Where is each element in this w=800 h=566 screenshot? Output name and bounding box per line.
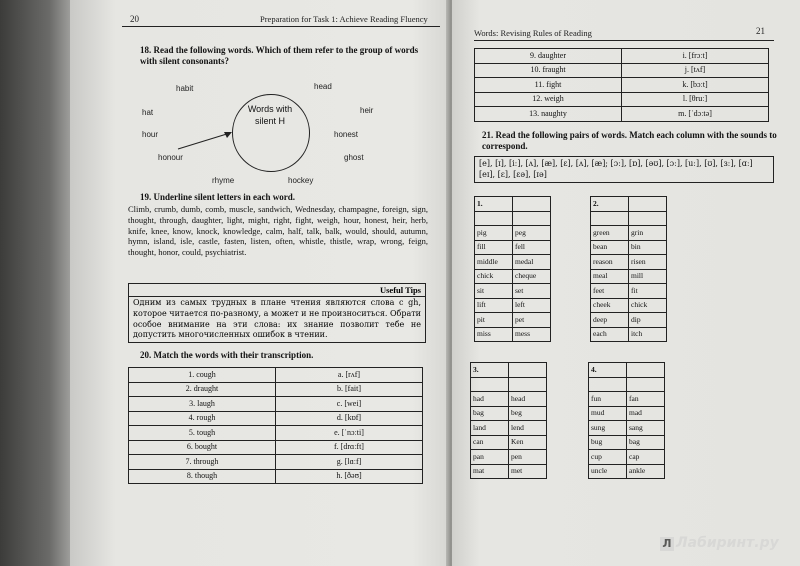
sounds-box: [e], [ɪ], [iː], [ʌ], [æ], [ε], [ʌ], [æ]; [ɔː], [ɒ], [əʊ], [ɔː], [uː], [ʊ], [ɜː], [ɑː] [eɪ], [ε], [εə], [ɪə] bbox=[474, 156, 774, 183]
pair-word: mill bbox=[629, 269, 667, 284]
empty-cell bbox=[509, 363, 547, 378]
pair-word: mad bbox=[627, 406, 665, 421]
pair-word: lift bbox=[475, 298, 513, 313]
word-hat: hat bbox=[142, 108, 154, 117]
pair-word: sit bbox=[475, 284, 513, 299]
empty-cell bbox=[475, 211, 513, 226]
pair-word: sang bbox=[627, 421, 665, 436]
pair-word: mud bbox=[589, 406, 627, 421]
word-habit: habit bbox=[176, 84, 194, 93]
table-row bbox=[589, 421, 665, 436]
header-rule bbox=[474, 40, 774, 41]
word-cell: 3. laugh bbox=[129, 397, 276, 412]
table-row bbox=[471, 450, 547, 465]
pair-table-2 bbox=[590, 196, 667, 342]
page-number: 21 bbox=[756, 26, 765, 36]
pair-word: each bbox=[591, 327, 629, 342]
transcription-cell: c. [wei] bbox=[276, 397, 423, 412]
page-number: 20 bbox=[130, 14, 139, 24]
word-cell: 6. bought bbox=[129, 440, 276, 455]
word-ghost: ghost bbox=[344, 153, 364, 162]
transcription-cell: m. [ˈdɔːtə] bbox=[622, 107, 769, 122]
transcription-cell: k. [bɔːt] bbox=[622, 78, 769, 93]
task18-title: 18. Read the following words. Which of them refer to the group of words with silent consonants? bbox=[140, 45, 419, 66]
pair-table-3 bbox=[470, 362, 547, 479]
group-label: 3. bbox=[471, 363, 509, 378]
table-row bbox=[129, 368, 423, 383]
word-cell: 13. naughty bbox=[475, 107, 622, 122]
pair-word: bin bbox=[629, 240, 667, 255]
word-cell: 7. through bbox=[129, 455, 276, 470]
transcription-cell: g. [lɑːf] bbox=[276, 455, 423, 470]
word-cell: 8. though bbox=[129, 469, 276, 484]
table-row bbox=[471, 406, 547, 421]
table-row bbox=[475, 240, 551, 255]
word-head: head bbox=[314, 82, 332, 91]
watermark-text: Лабиринт.ру bbox=[676, 535, 779, 551]
table-row bbox=[475, 226, 551, 241]
empty-cell bbox=[513, 211, 551, 226]
table-row bbox=[471, 377, 547, 392]
task20-table bbox=[128, 367, 423, 484]
table-row bbox=[471, 435, 547, 450]
pair-word: cup bbox=[589, 450, 627, 465]
left-page bbox=[70, 0, 450, 566]
table-row bbox=[589, 377, 665, 392]
table-row bbox=[475, 313, 551, 328]
pair-word: pit bbox=[475, 313, 513, 328]
table-row bbox=[129, 397, 423, 412]
pair-word: pen bbox=[509, 450, 547, 465]
table-row bbox=[471, 421, 547, 436]
transcription-cell: j. [tʌf] bbox=[622, 63, 769, 78]
pair-word: left bbox=[513, 298, 551, 313]
word-cell: 9. daughter bbox=[475, 49, 622, 64]
empty-cell bbox=[591, 211, 629, 226]
pair-word: ankle bbox=[627, 464, 665, 479]
table-row bbox=[591, 240, 667, 255]
table-row bbox=[129, 426, 423, 441]
pair-word: fan bbox=[627, 392, 665, 407]
word-cell: 10. fraught bbox=[475, 63, 622, 78]
table-row bbox=[475, 92, 769, 107]
empty-cell bbox=[513, 197, 551, 212]
pair-word: fill bbox=[475, 240, 513, 255]
pair-word: mat bbox=[471, 464, 509, 479]
table-row bbox=[589, 450, 665, 465]
pair-word: fell bbox=[513, 240, 551, 255]
pair-word: can bbox=[471, 435, 509, 450]
pair-word: deep bbox=[591, 313, 629, 328]
table-row bbox=[591, 226, 667, 241]
table-row bbox=[129, 455, 423, 470]
task20-title: 20. Match the words with their transcription. bbox=[140, 350, 314, 360]
empty-cell bbox=[627, 363, 665, 378]
transcription-cell: b. [fait] bbox=[276, 382, 423, 397]
task21-title: 21. Read the following pairs of words. Match each column with the sounds to correspond. bbox=[482, 130, 777, 151]
pair-word: fit bbox=[629, 284, 667, 299]
empty-cell bbox=[627, 377, 665, 392]
pair-word: land bbox=[471, 421, 509, 436]
table-row bbox=[475, 269, 551, 284]
table-row bbox=[589, 435, 665, 450]
word-cell: 5. tough bbox=[129, 426, 276, 441]
table-row bbox=[475, 197, 551, 212]
pair-word: cheek bbox=[591, 298, 629, 313]
table-row bbox=[129, 440, 423, 455]
empty-cell bbox=[471, 377, 509, 392]
pair-word: itch bbox=[629, 327, 667, 342]
pair-word: cheque bbox=[513, 269, 551, 284]
running-head: Words: Revising Rules of Reading bbox=[474, 28, 592, 38]
word-rhyme: rhyme bbox=[212, 176, 235, 185]
transcription-cell: a. [rʌf] bbox=[276, 368, 423, 383]
table-row bbox=[475, 284, 551, 299]
pair-word: uncle bbox=[589, 464, 627, 479]
word-heir: heir bbox=[360, 106, 374, 115]
table-row bbox=[129, 382, 423, 397]
watermark-logo bbox=[660, 535, 779, 551]
table-row bbox=[591, 284, 667, 299]
pair-word: beg bbox=[509, 406, 547, 421]
table-row bbox=[471, 392, 547, 407]
word-honour: honour bbox=[158, 153, 183, 162]
pair-word: pet bbox=[513, 313, 551, 328]
word-honest: honest bbox=[334, 130, 359, 139]
pair-word: risen bbox=[629, 255, 667, 270]
empty-cell bbox=[629, 211, 667, 226]
word-hour: hour bbox=[142, 130, 159, 139]
task20-table-continued bbox=[474, 48, 769, 122]
pair-word: reason bbox=[591, 255, 629, 270]
table-row bbox=[129, 411, 423, 426]
table-row bbox=[475, 78, 769, 93]
table-row bbox=[591, 298, 667, 313]
transcription-cell: i. [frɔːt] bbox=[622, 49, 769, 64]
table-row bbox=[591, 211, 667, 226]
circle-label: Words with silent H bbox=[247, 104, 293, 126]
word-cell: 1. cough bbox=[129, 368, 276, 383]
table-row bbox=[475, 298, 551, 313]
pair-word: dip bbox=[629, 313, 667, 328]
transcription-cell: e. [ˈnɔːti] bbox=[276, 426, 423, 441]
useful-tips-box bbox=[128, 283, 426, 343]
pair-word: peg bbox=[513, 226, 551, 241]
word-cell: 4. rough bbox=[129, 411, 276, 426]
table-row bbox=[475, 255, 551, 270]
right-page bbox=[452, 0, 800, 566]
pair-table-1 bbox=[474, 196, 551, 342]
pair-word: mess bbox=[513, 327, 551, 342]
pair-word: medal bbox=[513, 255, 551, 270]
table-row bbox=[591, 313, 667, 328]
pair-word: feet bbox=[591, 284, 629, 299]
table-row bbox=[471, 464, 547, 479]
empty-cell bbox=[589, 377, 627, 392]
transcription-cell: f. [drɑːft] bbox=[276, 440, 423, 455]
transcription-cell: l. [θruː] bbox=[622, 92, 769, 107]
table-row bbox=[475, 49, 769, 64]
header-rule bbox=[122, 26, 440, 27]
table-row bbox=[129, 469, 423, 484]
word-cell: 2. draught bbox=[129, 382, 276, 397]
pair-word: cap bbox=[627, 450, 665, 465]
running-head: Preparation for Task 1: Achieve Reading Fluency bbox=[260, 14, 428, 24]
pair-word: set bbox=[513, 284, 551, 299]
pair-word: Ken bbox=[509, 435, 547, 450]
pair-word: meal bbox=[591, 269, 629, 284]
table-row bbox=[475, 63, 769, 78]
pair-word: green bbox=[591, 226, 629, 241]
table-row bbox=[591, 255, 667, 270]
pair-word: grin bbox=[629, 226, 667, 241]
task19-title: 19. Underline silent letters in each word. bbox=[140, 192, 295, 202]
table-row bbox=[475, 107, 769, 122]
group-label: 2. bbox=[591, 197, 629, 212]
pair-table-4 bbox=[588, 362, 665, 479]
empty-cell bbox=[629, 197, 667, 212]
group-label: 1. bbox=[475, 197, 513, 212]
pair-word: sung bbox=[589, 421, 627, 436]
pair-word: chick bbox=[475, 269, 513, 284]
table-row bbox=[589, 464, 665, 479]
pair-word: bean bbox=[591, 240, 629, 255]
pair-word: chick bbox=[629, 298, 667, 313]
table-row bbox=[471, 363, 547, 378]
word-hockey: hockey bbox=[288, 176, 314, 185]
table-row bbox=[591, 197, 667, 212]
group-label: 4. bbox=[589, 363, 627, 378]
pair-word: lend bbox=[509, 421, 547, 436]
logo-icon: Л bbox=[660, 537, 674, 551]
table-row bbox=[591, 327, 667, 342]
pair-word: met bbox=[509, 464, 547, 479]
pair-word: miss bbox=[475, 327, 513, 342]
transcription-cell: h. [ðəʊ] bbox=[276, 469, 423, 484]
arrow-icon bbox=[170, 125, 240, 155]
table-row bbox=[475, 327, 551, 342]
useful-tips-text: Одним из самых трудных в плане чтения являются слова с gh, которое читается по-разному, а может и не произноситься. Обрати особое внимание на эти слова: их знание позволит тебе не допустить многочисленных ошибок в чтении. bbox=[128, 297, 426, 343]
pair-word: fun bbox=[589, 392, 627, 407]
pair-word: head bbox=[509, 392, 547, 407]
pair-word: pan bbox=[471, 450, 509, 465]
transcription-cell: d. [kɒf] bbox=[276, 411, 423, 426]
pair-word: middle bbox=[475, 255, 513, 270]
pair-word: bag bbox=[627, 435, 665, 450]
empty-cell bbox=[509, 377, 547, 392]
table-row bbox=[591, 269, 667, 284]
word-cell: 12. weigh bbox=[475, 92, 622, 107]
table-row bbox=[589, 392, 665, 407]
useful-tips-heading: Useful Tips bbox=[128, 283, 426, 297]
pair-word: had bbox=[471, 392, 509, 407]
pair-word: bug bbox=[589, 435, 627, 450]
table-row bbox=[475, 211, 551, 226]
word-cell: 11. fight bbox=[475, 78, 622, 93]
task19-text: Climb, crumb, dumb, comb, muscle, sandwich, Wednesday, champagne, foreign, sign, thought, through, daughter, light, might, right, fight, weigh, hour, honest, heir, herb, knife, knee, know, knock, knowledge, calm, half, talk, balk, would, should, autumn, hymn, island, isle, castle, fasten, listen, often, whistle, thistle, wrap, wrong, feign, thought, honor, could, psychiatrist. bbox=[128, 204, 428, 258]
pair-word: bag bbox=[471, 406, 509, 421]
pair-word: pig bbox=[475, 226, 513, 241]
table-row bbox=[589, 363, 665, 378]
table-row bbox=[589, 406, 665, 421]
